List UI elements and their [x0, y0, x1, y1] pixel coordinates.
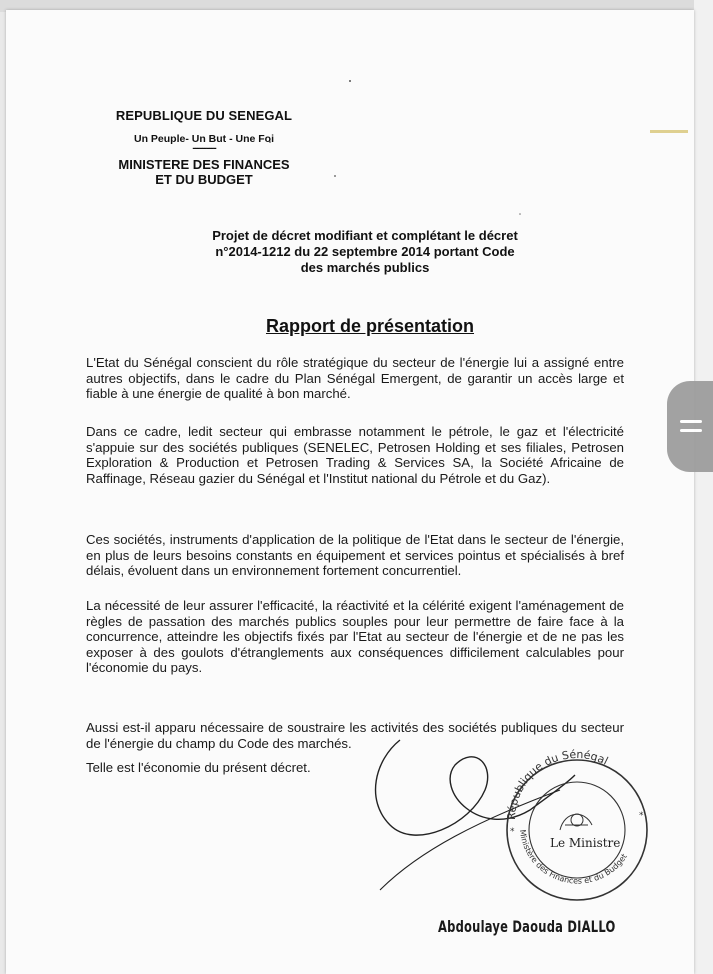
svg-text:*: *: [510, 827, 515, 837]
svg-text:*: *: [639, 811, 644, 821]
paragraph-1: L'Etat du Sénégal conscient du rôle stratégique du secteur de l'énergie lui a assigné entre autres objectifs, dans le cadre du Plan Sénégal Emergent, de garantir un accès large et fiable à une énergie de qualité à bon marché.: [86, 355, 624, 401]
decree-title-line-2: n°2014-1212 du 22 septembre 2014 portant Code: [215, 244, 515, 259]
national-motto: Un Peuple- Un But - Une Foi: [134, 133, 274, 145]
paragraph-3: Ces sociétés, instruments d'application de la politique de l'Etat dans le secteur de l'énergie, en plus de leurs besoins constants en équipement et services pointus et spécialisés à bref délais, évoluent dans un environnement fortement concurrentiel.: [86, 532, 624, 578]
signatory-name: Abdoulaye Daouda DIALLO: [438, 917, 616, 936]
decree-title-line-1: Projet de décret modifiant et complétant le décret: [212, 228, 518, 243]
letterhead: [104, 108, 304, 187]
paragraph-2: Dans ce cadre, ledit secteur qui embrasse notamment le pétrole, le gaz et l'électricité s'appuie sur des sociétés publiques (SENELEC, Petrosen Holding et ses filiales, Petrosen Exploration & Production et Petrosen Trading & Services SA, la Société Africaine de Raffinage, Réseau gazier du Sénégal et l'Institut national du Pétrole et du Gaz).: [86, 424, 624, 486]
letterhead-separator: ----------: [192, 143, 216, 154]
handle-grip-line: [680, 420, 702, 423]
paragraph-5: Aussi est-il apparu nécessaire de soustraire les activités des sociétés publiques du secteur de l'énergie du champ du Code des marchés.: [86, 720, 624, 751]
stamp-ring-bottom: Ministère des Finances et du Budget: [517, 829, 629, 886]
stamp-center-text: Le Ministre: [550, 836, 621, 850]
svg-text:République du Sénégal: [505, 748, 610, 820]
report-title: Rapport de présentation: [265, 316, 475, 336]
stamp-ring-top: République du Sénégal: [504, 747, 611, 821]
paragraph-4: La nécessité de leur assurer l'efficacité, la réactivité et la célérité exigent l'aménagement de règles de passation des marchés publics souples pour leur permettre de faire face à la concurrence, atteindre les objectifs fixés par l'Etat au secteur de l'énergie et de ne pas les exposer à des goulots d'étranglements aux conséquences difficilement calculables pour l'économie du pays.: [86, 598, 624, 675]
signature-icon: [376, 740, 575, 835]
republic-name: REPUBLIQUE DU SENEGAL: [115, 108, 293, 123]
ministry-line-1: MINISTERE DES FINANCES: [118, 157, 290, 172]
decree-title: [190, 228, 540, 276]
handle-grip-line: [680, 429, 702, 432]
ministry-name: [104, 157, 304, 187]
paragraph-6: Telle est l'économie du présent décret.: [86, 760, 311, 775]
decree-title-line-3: des marchés publics: [300, 260, 430, 275]
ministry-line-2: ET DU BUDGET: [155, 172, 253, 187]
scroll-handle[interactable]: [667, 381, 713, 472]
official-stamp: [360, 730, 660, 930]
